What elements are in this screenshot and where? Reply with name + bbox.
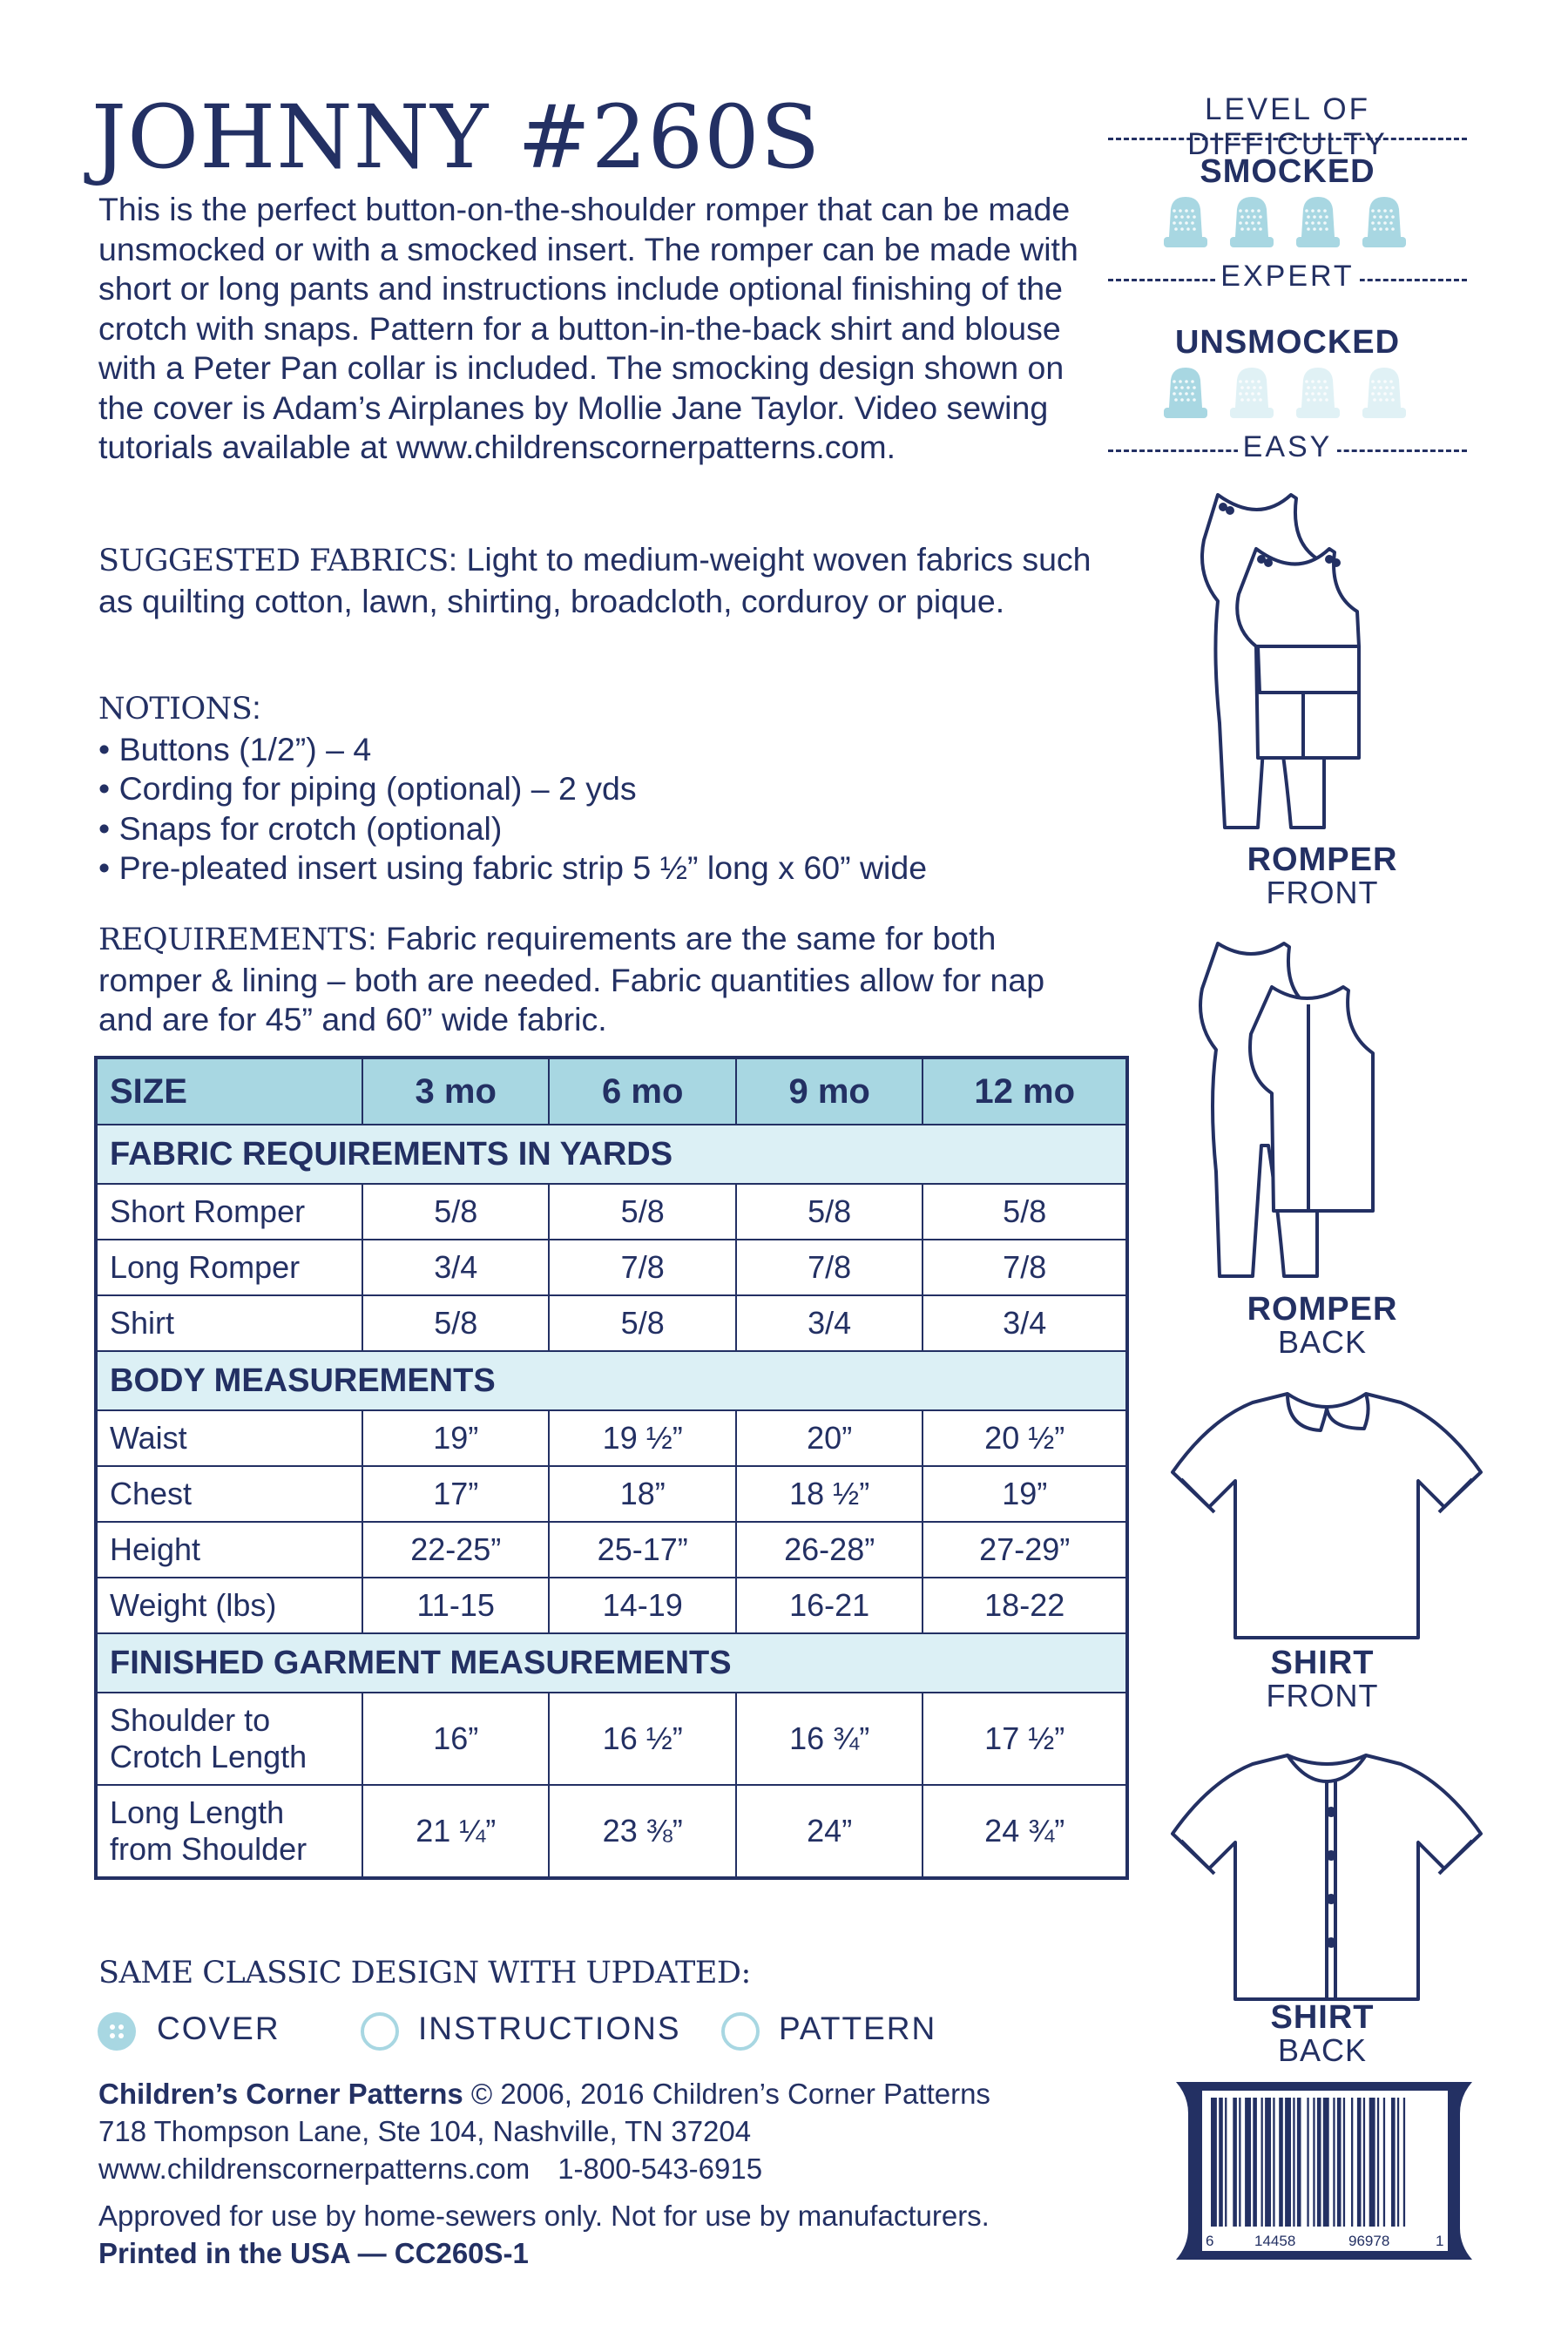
requirements-text: : Fabric requirements are the same for both romper & lining – both are needed. Fabric quantities allow for nap and are for 45” and 60” wide fabric. xyxy=(98,920,1045,1037)
table-row xyxy=(96,1466,1127,1522)
thimble-icon xyxy=(1159,193,1213,251)
table-header-row xyxy=(96,1058,1127,1125)
thimble-icon xyxy=(1291,193,1345,251)
divider xyxy=(1108,138,1467,140)
suggested-fabrics xyxy=(98,540,1100,621)
romper-front-illustration xyxy=(1193,488,1455,836)
table-row xyxy=(96,1410,1127,1466)
header-12mo: 12 mo xyxy=(923,1058,1127,1125)
notions-list xyxy=(98,730,1100,889)
smocked-label: SMOCKED xyxy=(1200,153,1375,190)
shirt-front-caption: SHIRT xyxy=(1270,1645,1375,1681)
notion-item: • Buttons (1/2”) – 4 xyxy=(98,730,1100,770)
row-label: Shoulder to Crotch Length xyxy=(96,1693,362,1785)
section-title: BODY MEASUREMENTS xyxy=(96,1351,1127,1410)
pattern-title: JOHNNY #260S xyxy=(91,86,821,188)
row-label: Short Romper xyxy=(96,1184,362,1240)
table-cell: 19” xyxy=(923,1466,1127,1522)
footer-legal xyxy=(98,2197,1144,2272)
notions-colon: : xyxy=(252,689,261,726)
thimble-icon xyxy=(1357,364,1411,422)
table-cell: 24” xyxy=(736,1785,923,1878)
table-row xyxy=(96,1693,1127,1785)
header-6mo: 6 mo xyxy=(549,1058,735,1125)
table-cell: 25-17” xyxy=(549,1522,735,1578)
requirements-heading: REQUIREMENTS xyxy=(98,923,368,957)
option-cover: COVER xyxy=(157,2011,280,2046)
company-name: Children’s Corner Patterns xyxy=(98,2078,463,2110)
header-9mo: 9 mo xyxy=(736,1058,923,1125)
thimble-icon xyxy=(1357,193,1411,251)
address: 718 Thompson Lane, Ste 104, Nashville, TN 37204 xyxy=(98,2115,752,2147)
pattern-circle-icon xyxy=(721,2012,760,2051)
row-label: Long Romper xyxy=(96,1240,362,1295)
table-cell: 7/8 xyxy=(736,1240,923,1295)
footer-info xyxy=(98,2075,1144,2187)
table-cell: 5/8 xyxy=(549,1295,735,1351)
size-table xyxy=(94,1056,1129,1880)
website: www.childrenscornerpatterns.com xyxy=(98,2153,531,2185)
table-cell: 5/8 xyxy=(362,1295,549,1351)
shirt-front-illustration xyxy=(1157,1385,1497,1646)
thimble-icon xyxy=(1225,193,1279,251)
row-label: Waist xyxy=(96,1410,362,1466)
table-row xyxy=(96,1295,1127,1351)
table-cell: 7/8 xyxy=(923,1240,1127,1295)
copyright: © 2006, 2016 Children’s Corner Patterns xyxy=(463,2078,990,2110)
option-pattern: PATTERN xyxy=(779,2011,937,2046)
table-cell: 17 ½” xyxy=(923,1693,1127,1785)
table-cell: 19 ½” xyxy=(549,1410,735,1466)
table-row xyxy=(96,1184,1127,1240)
smocked-level-text: EXPERT xyxy=(1215,260,1359,293)
table-section-row xyxy=(96,1633,1127,1693)
barcode-digits-2: 96978 xyxy=(1348,2233,1390,2249)
table-section-row xyxy=(96,1125,1127,1184)
table-cell: 7/8 xyxy=(549,1240,735,1295)
table-cell: 5/8 xyxy=(362,1184,549,1240)
romper-front-caption: ROMPER xyxy=(1247,841,1398,878)
updated-heading: SAME CLASSIC DESIGN WITH UPDATED: xyxy=(98,1956,751,1990)
unsmocked-label: UNSMOCKED xyxy=(1174,324,1401,361)
table-row xyxy=(96,1785,1127,1878)
barcode-digit-left: 6 xyxy=(1206,2233,1214,2249)
table-cell: 14-19 xyxy=(549,1578,735,1633)
table-cell: 24 ¾” xyxy=(923,1785,1127,1878)
table-cell: 16 ½” xyxy=(549,1693,735,1785)
shirt-back-caption: SHIRT xyxy=(1270,1999,1375,2036)
thimble-icon xyxy=(1159,364,1213,422)
barcode-digits-1: 14458 xyxy=(1254,2233,1296,2249)
notion-item: • Pre-pleated insert using fabric strip 5 ½” long x 60” wide xyxy=(98,848,1100,889)
row-label: Long Length from Shoulder xyxy=(96,1785,362,1878)
table-cell: 27-29” xyxy=(923,1522,1127,1578)
table-cell: 5/8 xyxy=(923,1184,1127,1240)
romper-back-view: BACK xyxy=(1277,1324,1368,1360)
smocked-level xyxy=(1108,260,1467,294)
shirt-front-view: FRONT xyxy=(1266,1678,1379,1713)
fabrics-text: : Light to medium-weight woven fabrics such as quilting cotton, lawn, shirting, broadcloth, corduroy or pique. xyxy=(98,541,1092,619)
table-section-row xyxy=(96,1351,1127,1410)
table-cell: 11-15 xyxy=(362,1578,549,1633)
table-cell: 18” xyxy=(549,1466,735,1522)
instructions-circle-icon xyxy=(361,2012,399,2051)
unsmocked-level-text: EASY xyxy=(1238,430,1338,463)
printed-note: Printed in the USA — CC260S-1 xyxy=(98,2237,529,2269)
row-label: Weight (lbs) xyxy=(96,1578,362,1633)
unsmocked-level xyxy=(1108,430,1467,464)
section-title: FABRIC REQUIREMENTS IN YARDS xyxy=(96,1125,1127,1184)
romper-back-caption: ROMPER xyxy=(1247,1291,1398,1328)
table-cell: 22-25” xyxy=(362,1522,549,1578)
table-cell: 5/8 xyxy=(549,1184,735,1240)
table-cell: 3/4 xyxy=(362,1240,549,1295)
table-cell: 18 ½” xyxy=(736,1466,923,1522)
approved-note: Approved for use by home-sewers only. Not for use by manufacturers. xyxy=(98,2200,990,2232)
cover-check-icon xyxy=(98,2012,136,2051)
table-cell: 18-22 xyxy=(923,1578,1127,1633)
thimble-icon xyxy=(1291,364,1345,422)
notion-item: • Snaps for crotch (optional) xyxy=(98,809,1100,849)
table-cell: 5/8 xyxy=(736,1184,923,1240)
table-cell: 16-21 xyxy=(736,1578,923,1633)
table-row xyxy=(96,1578,1127,1633)
table-row xyxy=(96,1240,1127,1295)
table-cell: 16 ¾” xyxy=(736,1693,923,1785)
table-cell: 21 ¼” xyxy=(362,1785,549,1878)
table-cell: 19” xyxy=(362,1410,549,1466)
table-cell: 3/4 xyxy=(736,1295,923,1351)
table-row xyxy=(96,1522,1127,1578)
notions-section xyxy=(98,688,1100,889)
row-label: Shirt xyxy=(96,1295,362,1351)
table-cell: 17” xyxy=(362,1466,549,1522)
intro-paragraph: This is the perfect button-on-the-shoulder romper that can be made unsmocked or with a smocked insert. The romper can be made with short or long pants and instructions include optional finishing of the crotch with snaps. Pattern for a button-in-the-back shirt and blouse with a Peter Pan collar is included. The smocking design shown on the cover is Adam’s Airplanes by Mollie Jane Taylor. Video sewing tutorials available at www.childrenscornerpatterns.com. xyxy=(98,191,1078,465)
shirt-back-illustration xyxy=(1157,1747,1497,2008)
option-instructions: INSTRUCTIONS xyxy=(418,2011,681,2046)
fabrics-heading: SUGGESTED FABRICS xyxy=(98,544,449,578)
romper-back-illustration xyxy=(1193,936,1455,1285)
table-cell: 26-28” xyxy=(736,1522,923,1578)
table-cell: 20 ½” xyxy=(923,1410,1127,1466)
romper-front-view: FRONT xyxy=(1266,875,1379,910)
row-label: Chest xyxy=(96,1466,362,1522)
header-size: SIZE xyxy=(96,1058,362,1125)
difficulty-heading: LEVEL OF DIFFICULTY xyxy=(1187,92,1388,161)
header-3mo: 3 mo xyxy=(362,1058,549,1125)
table-cell: 23 ⅜” xyxy=(549,1785,735,1878)
notion-item: • Cording for piping (optional) – 2 yds xyxy=(98,769,1100,809)
notions-heading: NOTIONS xyxy=(98,692,253,727)
barcode xyxy=(1167,2078,1481,2263)
requirements xyxy=(98,919,1100,1040)
thimble-icon xyxy=(1225,364,1279,422)
table-cell: 20” xyxy=(736,1410,923,1466)
section-title: FINISHED GARMENT MEASUREMENTS xyxy=(96,1633,1127,1693)
table-cell: 16” xyxy=(362,1693,549,1785)
barcode-digit-right: 1 xyxy=(1436,2233,1444,2249)
row-label: Height xyxy=(96,1522,362,1578)
shirt-back-view: BACK xyxy=(1277,2032,1368,2068)
phone: 1-800-543-6915 xyxy=(558,2153,763,2185)
table-cell: 3/4 xyxy=(923,1295,1127,1351)
